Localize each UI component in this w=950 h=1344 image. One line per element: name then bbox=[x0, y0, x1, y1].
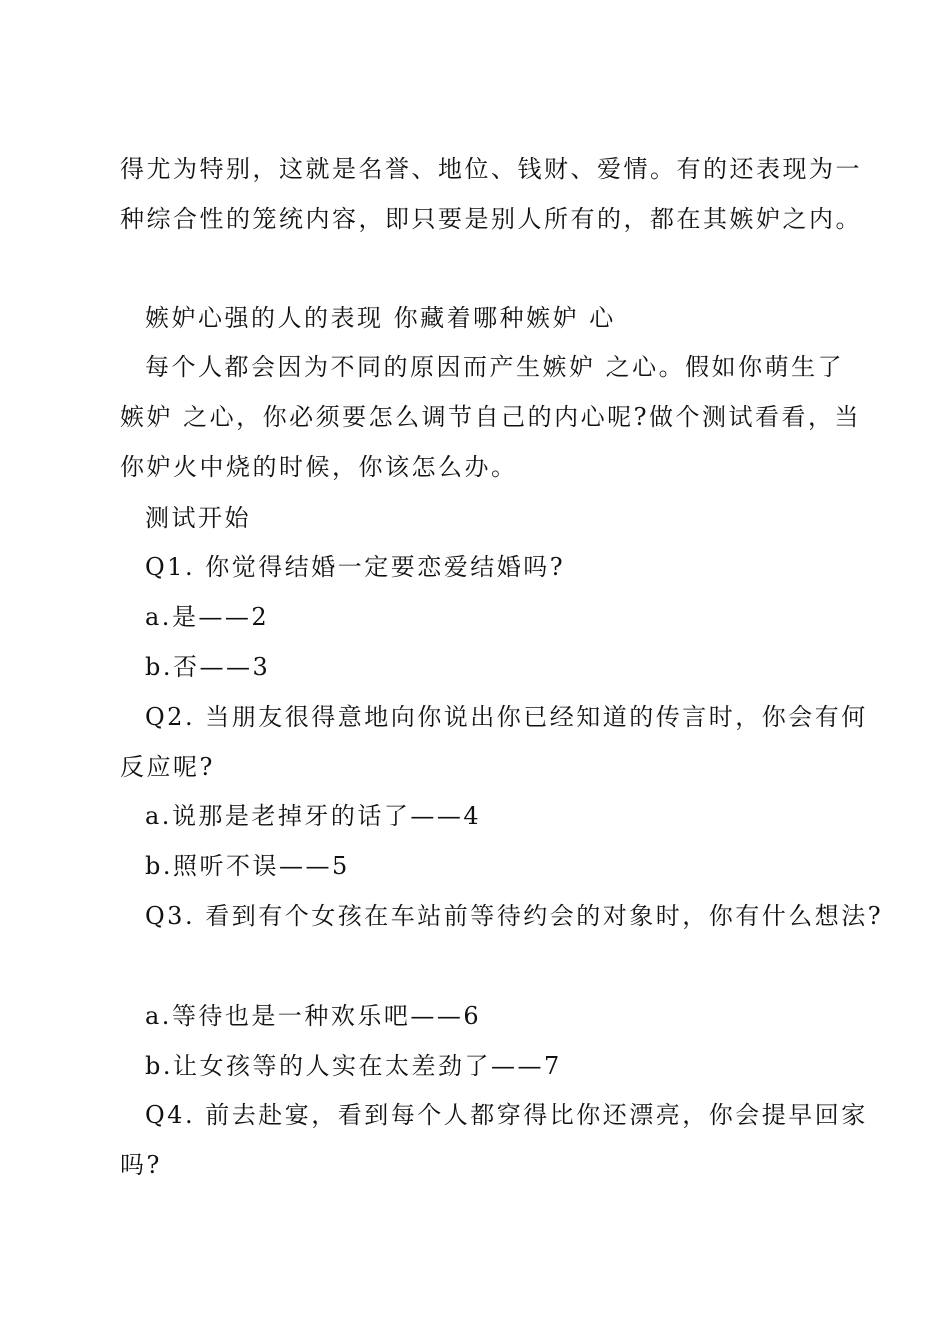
answer-option: a.是——2 bbox=[145, 603, 270, 631]
answer-option: a.等待也是一种欢乐吧——6 bbox=[145, 1002, 482, 1030]
answer-option: b.让女孩等的人实在太差劲了——7 bbox=[145, 1052, 562, 1080]
paragraph-line: 每个人都会因为不同的原因而产生嫉妒 之心。假如你萌生了 bbox=[145, 353, 845, 381]
paragraph-line: 得尤为特别，这就是名誉、地位、钱财、爱情。有的还表现为一 bbox=[120, 155, 862, 183]
question-q1: Q1. 你觉得结婚一定要恋爱结婚吗? bbox=[145, 553, 566, 581]
section-heading: 嫉妒心强的人的表现 你藏着哪种嫉妒 心 bbox=[145, 304, 616, 332]
paragraph-line: 嫉妒 之心，你必须要怎么调节自己的内心呢?做个测试看看，当 bbox=[120, 403, 861, 431]
paragraph-line: 种综合性的笼统内容，即只要是别人所有的，都在其嫉妒之内。 bbox=[120, 205, 862, 233]
question-q2-continued: 反应呢? bbox=[120, 753, 215, 781]
question-q3: Q3. 看到有个女孩在车站前等待约会的对象时，你有什么想法? bbox=[145, 902, 884, 930]
answer-option: b.否——3 bbox=[145, 653, 271, 681]
question-q4: Q4. 前去赴宴，看到每个人都穿得比你还漂亮，你会提早回家 bbox=[145, 1101, 868, 1129]
question-q4-continued: 吗? bbox=[120, 1151, 162, 1179]
answer-option: a.说那是老掉牙的话了——4 bbox=[145, 802, 482, 830]
answer-option: b.照听不误——5 bbox=[145, 852, 350, 880]
test-start-label: 测试开始 bbox=[145, 504, 251, 532]
paragraph-line: 你妒火中烧的时候，你该怎么办。 bbox=[120, 453, 518, 481]
question-q2: Q2. 当朋友很得意地向你说出你已经知道的传言时，你会有何 bbox=[145, 703, 868, 731]
